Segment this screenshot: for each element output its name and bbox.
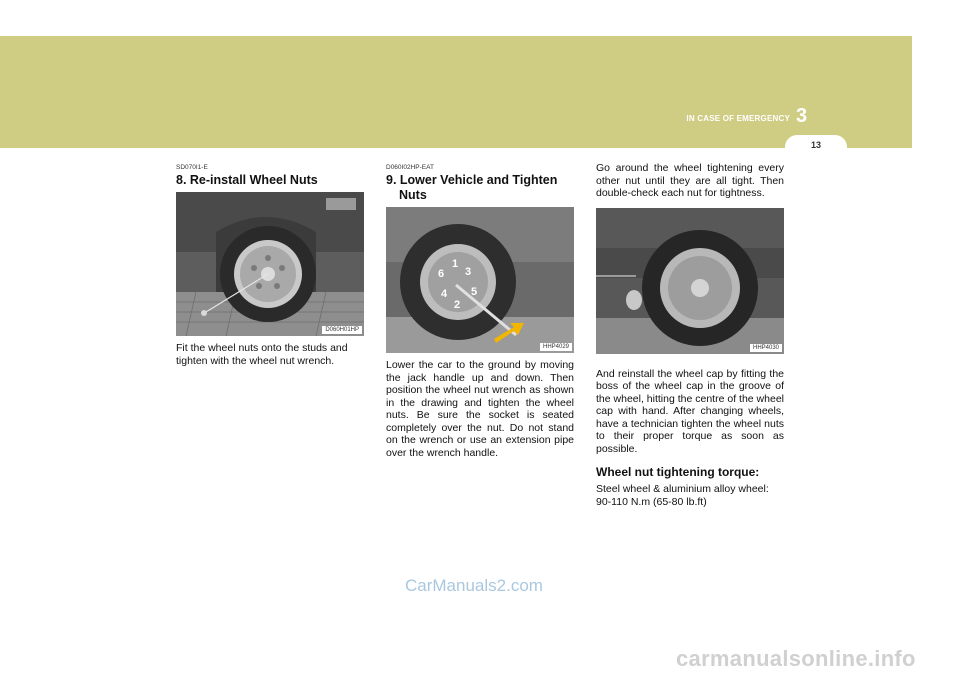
nut-order-5: 5 [471, 286, 478, 298]
section-code: SD070I1-E [176, 164, 208, 171]
nut-order-4: 4 [441, 288, 448, 300]
nut-order-6: 6 [438, 268, 445, 280]
image-code: HHP4030 [750, 344, 782, 352]
nut-order-3: 3 [465, 266, 472, 278]
nut-order-1: 1 [452, 258, 459, 270]
instruction-text: Lower the car to the ground by moving the jack handle up and down. Then position the wheel nut wrench as shown in the drawing and tighten the wheel nuts. Be sure the socket is seated completely over the nut. Do not stand on the wrench or use an extension pipe over the wrench handle. [386, 359, 574, 459]
section-title-line2: Nuts [399, 188, 427, 202]
torque-subtitle: Wheel nut tightening torque: [596, 465, 760, 479]
torque-line-2: 90-110 N.m (65-80 lb.ft) [596, 495, 707, 508]
instruction-text-2: And reinstall the wheel cap by fitting the boss of the wheel cap in the groove of the wheel, hitting the centre of the wheel cap with hand. After changing wheels, have a technician tighten the wheel nuts to their proper torque as soon as possible. [596, 367, 784, 455]
section-title-line1: 9. Lower Vehicle and Tighten [386, 173, 558, 187]
column-lower-vehicle [386, 164, 574, 459]
wheel-cap-illustration [596, 208, 784, 354]
wheel-photo [176, 192, 364, 336]
wheel-tighten-illustration [386, 207, 574, 353]
column-tighten-check [596, 162, 784, 508]
image-code: D060H01HP [322, 326, 362, 334]
wheel-cap-photo [596, 208, 784, 354]
instruction-text-1: Go around the wheel tightening every other nut until they are all tight. Then double-check each nut for tightness. [596, 162, 784, 199]
section-code: D060I02HP-EAT [386, 164, 434, 171]
section-title [386, 173, 574, 203]
torque-line-1: Steel wheel & aluminium alloy wheel: [596, 483, 769, 495]
section-title: 8. Re-install Wheel Nuts [176, 173, 318, 187]
chapter-number: 3 [796, 105, 808, 127]
nut-order-2: 2 [454, 299, 461, 311]
wheel-illustration [176, 192, 364, 336]
wheel-photo [386, 207, 574, 353]
page-number: 13 [810, 140, 821, 150]
header-band [0, 36, 912, 148]
torque-spec [596, 483, 784, 508]
watermark-left: CarManuals2.com [405, 576, 543, 595]
instruction-text: Fit the wheel nuts onto the studs and tighten with the wheel nut wrench. [176, 342, 348, 367]
watermark-right: carmanualsonline.info [676, 646, 916, 671]
column-reinstall-nuts [176, 164, 364, 367]
image-code: HHP4029 [540, 343, 572, 351]
section-label: IN CASE OF EMERGENCY [686, 114, 790, 123]
